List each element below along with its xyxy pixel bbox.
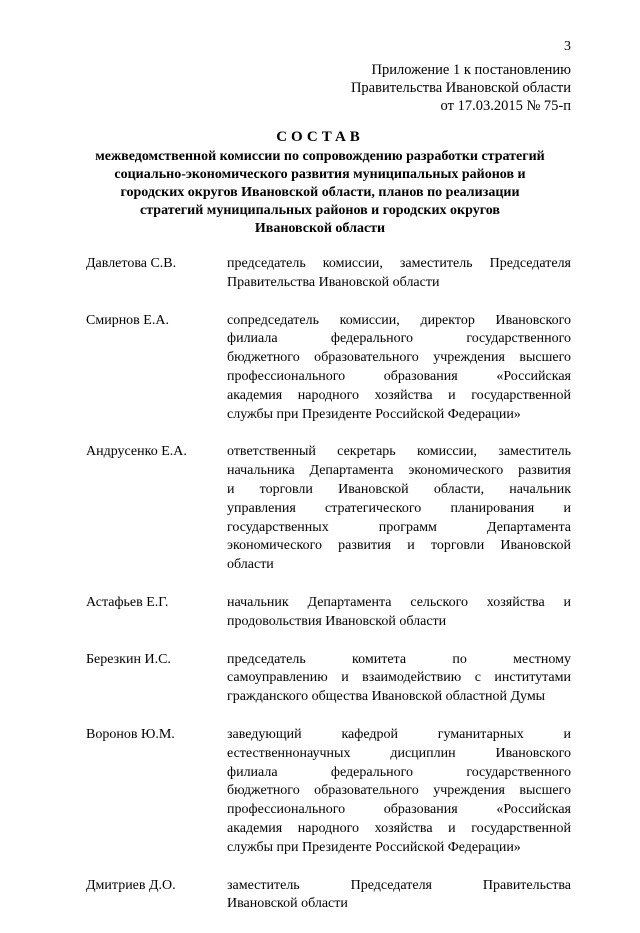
- role-line: области: [227, 557, 274, 573]
- member-row: [86, 443, 571, 575]
- document-subtitle: [69, 148, 571, 238]
- role-line: экономического развития и торговли Ивановской: [227, 538, 571, 554]
- role-line: службы при Президенте Российской Федерации»: [227, 839, 521, 855]
- subtitle-line: межведомственной комиссии по сопровождению разработки стратегий: [95, 149, 545, 164]
- member-name: Андрусенко Е.А.: [86, 444, 187, 460]
- role-line: Правительства Ивановской области: [227, 274, 440, 290]
- appendix-header: [251, 61, 571, 115]
- member-row: [86, 726, 571, 858]
- role-line: начальника Департамента экономического развития: [227, 463, 571, 479]
- role-line: бюджетного образовательного учреждения высшего: [227, 783, 571, 799]
- member-name: Воронов Ю.М.: [86, 726, 175, 742]
- role-line: профессионального образования «Российская: [227, 802, 571, 818]
- appendix-line: от 17.03.2015 № 75-п: [440, 98, 571, 114]
- role-line: продовольствия Ивановской области: [227, 613, 447, 629]
- member-role: [227, 726, 571, 858]
- role-line: председатель комиссии, заместитель Председателя: [227, 256, 571, 271]
- member-name: Березкин И.С.: [86, 651, 171, 667]
- role-line: профессионального образования «Российская: [227, 368, 571, 384]
- role-line: академия народного хозяйства и государственной: [227, 820, 571, 836]
- role-line: сопредседатель комиссии, директор Ивановского: [227, 312, 571, 328]
- member-name: Смирнов Е.А.: [86, 312, 169, 328]
- role-line: академия народного хозяйства и государственной: [227, 387, 571, 403]
- member-row: [86, 877, 571, 915]
- role-line: заместитель Председателя Правительства: [227, 877, 571, 893]
- role-line: Ивановской области: [227, 896, 348, 912]
- member-row: [86, 651, 571, 707]
- member-row: [86, 312, 571, 425]
- role-line: филиала федерального государственного: [227, 331, 571, 347]
- member-role: [227, 255, 571, 293]
- member-role: [227, 443, 571, 575]
- role-line: управления стратегического планирования и: [227, 500, 571, 516]
- subtitle-line: стратегий муниципальных районов и городских округов: [140, 203, 500, 218]
- role-line: филиала федерального государственного: [227, 764, 571, 780]
- role-line: службы при Президенте Российской Федерации»: [227, 406, 521, 422]
- role-line: начальник Департамента сельского хозяйства и: [227, 594, 571, 610]
- page-number: 3: [564, 39, 571, 54]
- role-line: и торговли Ивановской области, начальник: [227, 481, 571, 497]
- role-line: бюджетного образовательного учреждения высшего: [227, 350, 571, 366]
- member-name: Дмитриев Д.О.: [86, 877, 176, 893]
- member-row: [86, 594, 571, 632]
- role-line: ответственный секретарь комиссии, заместитель: [227, 444, 571, 460]
- role-line: естественнонаучных дисциплин Ивановского: [227, 745, 571, 761]
- member-row: [86, 255, 571, 293]
- member-name: Давлетова С.В.: [86, 256, 177, 271]
- member-name: Астафьев Е.Г.: [86, 594, 169, 610]
- appendix-line: Приложение 1 к постановлению: [371, 62, 571, 78]
- subtitle-line: городских округов Ивановской области, планов по реализации: [120, 185, 520, 200]
- role-line: заведующий кафедрой гуманитарных и: [227, 726, 571, 742]
- role-line: гражданского общества Ивановской областной Думы: [227, 689, 546, 705]
- role-line: самоуправлению и взаимодействию с институтами: [227, 670, 571, 686]
- member-role: [227, 594, 571, 632]
- member-role: [227, 312, 571, 425]
- member-role: [227, 651, 571, 707]
- role-line: государственных программ Департамента: [227, 519, 571, 535]
- subtitle-line: социально-экономического развития муниципальных районов и: [114, 167, 526, 182]
- document-title: СОСТАВ: [276, 129, 364, 145]
- appendix-line: Правительства Ивановской области: [350, 80, 571, 96]
- subtitle-line: Ивановской области: [254, 221, 386, 236]
- member-role: [227, 877, 571, 915]
- role-line: председатель комитета по местному: [227, 651, 571, 667]
- members-list: [86, 255, 571, 933]
